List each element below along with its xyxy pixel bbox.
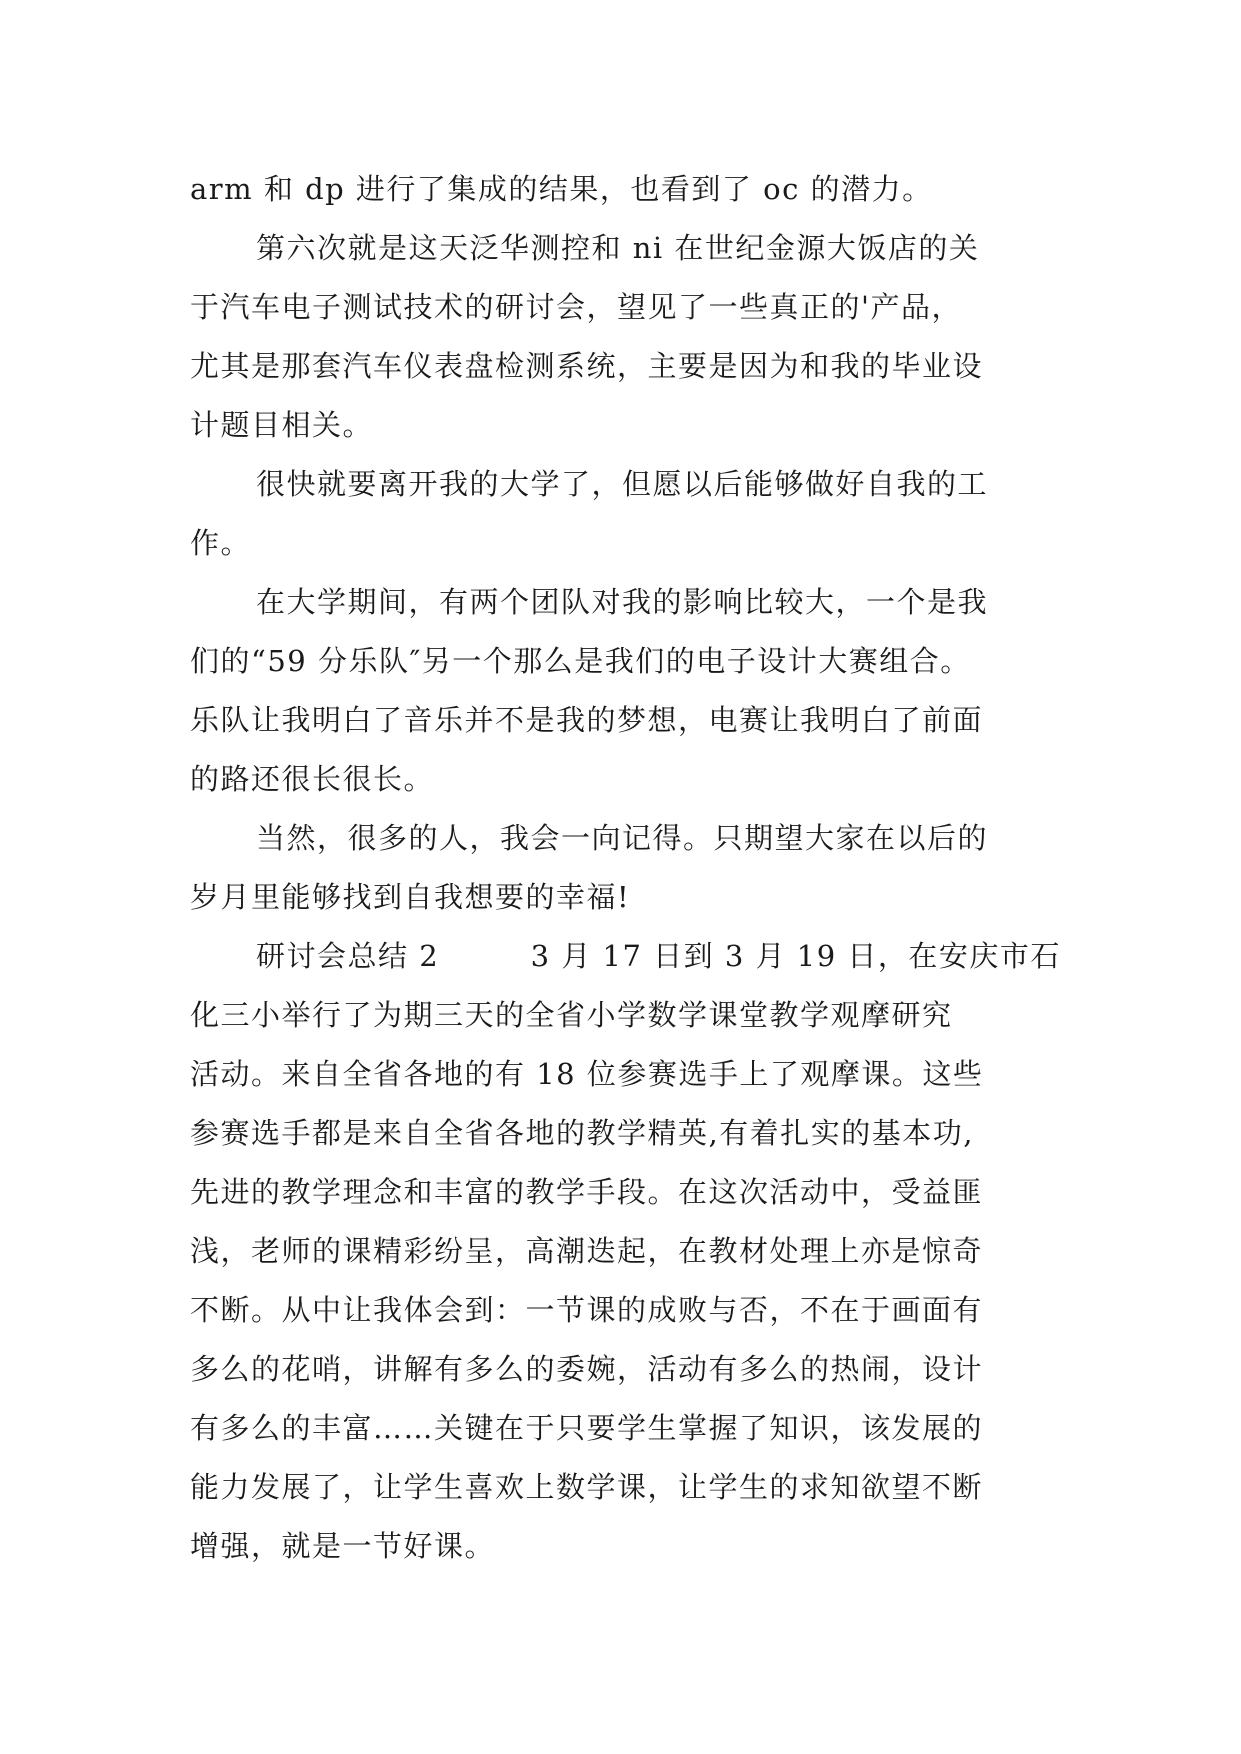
text-line-18: 先进的教学理念和丰富的教学手段。在这次活动中，受益匪 <box>190 1175 984 1209</box>
text-line-1: arm 和 dp 进行了集成的结果，也看到了 oc 的潜力。 <box>190 172 933 206</box>
text-line-2: 第六次就是这天泛华测控和 ni 在世纪金源大饭店的关 <box>256 231 980 265</box>
text-line-10: 乐队让我明白了音乐并不是我的梦想，电赛让我明白了前面 <box>190 703 984 737</box>
text-line-6: 很快就要离开我的大学了，但愿以后能够做好自我的工 <box>256 467 989 501</box>
text-line-5: 计题目相关。 <box>190 408 374 442</box>
text-line-9: 们的“59 分乐队″另一个那么是我们的电子设计大赛组合。 <box>190 644 971 678</box>
text-line-14: 研讨会总结 2 3 月 17 日到 3 月 19 日，在安庆市石 <box>256 939 1061 973</box>
text-line-4: 尤其是那套汽车仪表盘检测系统，主要是因为和我的毕业设 <box>190 349 984 383</box>
text-line-20: 不断。从中让我体会到：一节课的成败与否，不在于画面有 <box>190 1293 984 1327</box>
text-line-3: 于汽车电子测试技术的研讨会，望见了一些真正的'产品， <box>190 290 962 324</box>
text-line-22: 有多么的丰富……关键在于只要学生掌握了知识，该发展的 <box>190 1411 984 1445</box>
document-body <box>190 160 1070 1576</box>
text-line-13: 岁月里能够找到自我想要的幸福! <box>190 880 631 914</box>
text-line-15: 化三小举行了为期三天的全省小学数学课堂教学观摩研究 <box>190 998 953 1032</box>
text-line-11: 的路还很长很长。 <box>190 762 435 796</box>
text-line-12: 当然，很多的人，我会一向记得。只期望大家在以后的 <box>256 821 989 855</box>
text-line-16: 活动。来自全省各地的有 18 位参赛选手上了观摩课。这些 <box>190 1057 984 1091</box>
text-line-8: 在大学期间，有两个团队对我的影响比较大，一个是我 <box>256 585 989 619</box>
text-line-19: 浅，老师的课精彩纷呈，高潮迭起，在教材处理上亦是惊奇 <box>190 1234 984 1268</box>
text-line-24: 增强，就是一节好课。 <box>190 1529 496 1563</box>
text-line-7: 作。 <box>190 526 252 560</box>
text-line-17: 参赛选手都是来自全省各地的教学精英,有着扎实的基本功, <box>190 1116 974 1150</box>
text-line-23: 能力发展了，让学生喜欢上数学课，让学生的求知欲望不断 <box>190 1470 984 1504</box>
text-line-21: 多么的花哨，讲解有多么的委婉，活动有多么的热闹，设计 <box>190 1352 984 1386</box>
